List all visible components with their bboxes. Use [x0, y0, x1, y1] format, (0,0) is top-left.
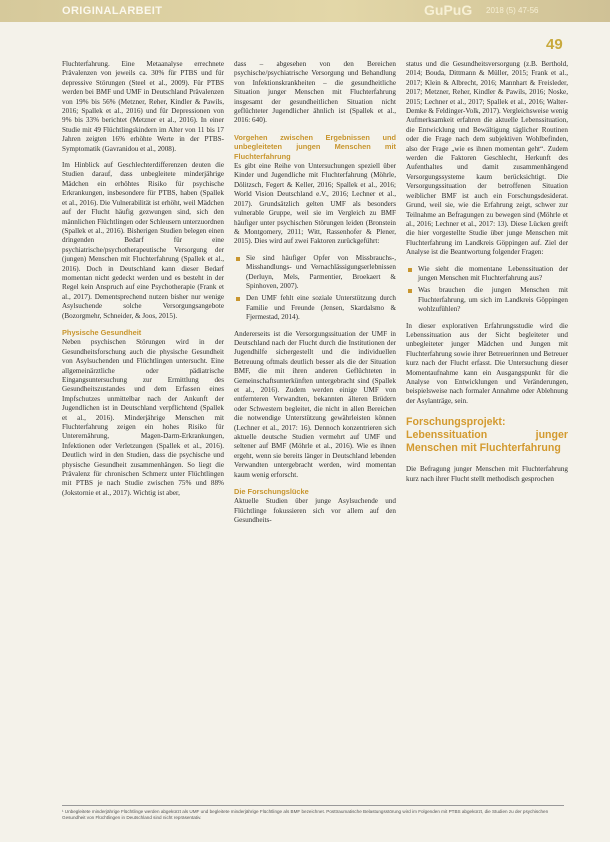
project-title: Forschungsprojekt: Lebenssituation junger Menschen mit Fluchterfahrung: [406, 416, 568, 455]
paragraph: Fluchterfahrung. Eine Metaanalyse errechnete Prävalenzen von jeweils ca. 30% für PTBS und für depressive Störungen (Steel et al., 2009). Für PTBS werden bei BMF und UMF in Deutschland Prävalenzen von 19% bis 56% (Metzner, Reher, Kindler & Pawils, 2016; Spallek et al., 2016) und für Depressionen von 9% bis 33% berichtet (Metzner et al., 2016). In einer Studie mit 49 Flüchtlingskindern im Alter von 11 bis 17 Jahren zeigten 16% erhöhte Werte in der PTBS-Symptomatik (Gavranidou et al., 2008).: [62, 60, 224, 153]
subheading-umf-bmf: Vorgehen zwischen Ergebnissen und unbegleiteten jungen Menschen mit Fluchterfahrung: [234, 132, 396, 161]
paragraph: Neben psychischen Störungen wird in der Gesundheitsforschung auch die physische Gesundheit von Asylsuchenden und Flüchtlingen untersucht. Eine allgemeinärztliche oder pädiatrische Eingangsuntersuchung zur Ermittlung des Gesundheitszustandes und dem Erfassen eines Impfschutzes unmittelbar nach der Ankunft der Jugendlichen ist in Deutschland verpflichtend (Spallek et al., 2016). Minderjährige Menschen mit Fluchterfahrung zeigen ein hohes Risiko für Unterernährung, Magen-Darm-Erkrankungen, Infektionen oder Verletzungen (Spallek et al., 2016). Deutlich wird in den Studien, dass die psychische und physische Gesundheit zusammenhängen. So liegt die Prävalenz für chronischen Schmerz unter Flüchtlingen mit PTBS je nach Studie zwischen 75% und 88% (Jokstornie et al., 2017). Wichtig ist aber,: [62, 338, 224, 497]
column-3: [406, 60, 568, 491]
journal-citation: 2018 (5) 47-56: [486, 6, 539, 15]
journal-name: GuPuG: [424, 2, 473, 18]
column-2: [234, 60, 396, 533]
list-item: Was brauchen die jungen Menschen mit Fluchterfahrung, um sich im Landkreis Göppingen wohlzufühlen?: [406, 286, 568, 314]
list-item: Sie sind häufiger Opfer von Missbrauchs-, Misshandlungs- und Vernachlässigungserlebnissen (Derluyn, Mels, Parmentier, Broekaert & Spinhoven, 2007).: [234, 254, 396, 292]
paragraph: Die Befragung junger Menschen mit Fluchterfahrung kurz nach ihrer Flucht stellt methodisch gesprochen: [406, 465, 568, 483]
footnote: ¹ Unbegleitete minderjährige Flüchtlinge werden abgekürzt als UMF und begleitete minderjährige Flüchtlinge als BMF bezeichnet. Posttraumatische Belastungsstörung wird im Folgenden mit PTBS abgekürzt, die Studien zu der psychischen Gesundheit von Flüchtlingen in Deutschland sind nicht repräsentativ.: [62, 805, 564, 821]
paragraph: Es gibt eine Reihe von Untersuchungen speziell über Kinder und Jugendliche mit Fluchterfahrung (Möhrle, Dölitzsch, Fegert & Keller, 2016; Spallek et al., 2016; World Vision Deutschland e.V., 2016; Lechner et al., 2017). Grundsätzlich gelten UMF als besonders vulnerable Gruppe, weil sie im Vergleich zu BMF häufiger unter psychischen Störungen leiden (Bronstein & Montgomery, 2011; Witt, Rassenhofer & Plener, 2015). Dies wird auf zwei Faktoren zurückgeführt:: [234, 162, 396, 246]
bullet-list: [406, 265, 568, 315]
list-item: Den UMF fehlt eine soziale Unterstützung durch Familie und Freunde (Jensen, Skardalsmo & Fjermestad, 2014).: [234, 294, 396, 322]
paragraph: status und die Gesundheitsversorgung (z.B. Berthold, 2014; Bouda, Dittmann & Müller, 2015; Frank et al., 2017; Klein & Albrecht, 2016; Mannhart & Freisleder, 2017; Metzner, Reher, Kindler & Pawils, 2016; Noske, 2015; Lechner et al., 2017; Spallek et al., 2016; Walter-Demke & Feldinger-Volk, 2017). Vergleichsweise wenig Aufmerksamkeit erfahren die aktuelle Lebenssituation, die Entwicklung und Bewältigung täglicher Routinen oder die Frage nach dem subjektiven Wohlbefinden, also der Frage „wie es ihnen momentan geht“. Zudem werden die Faktoren Geschlecht, Herkunft des Aufenthaltes und damit zusammenhängend Versorgungssysteme kaum berücksichtigt. Die Versorgungssituation der betroffenen Situation weiblicher BMF ist auch ein Forschungsdesiderat. Grund, weil sie, wie die Erfahrung zeigt, schwer zur Teilnahme an Befragungen zu bewegen sind (Möhrle et al., 2016; Lechner et al., 2017: 13). Diese Lücken greift die hier vorgestellte Studie über junge Menschen mit Fluchterfahrung im Landkreis Göppingen auf. Ziel der Analyse ist die Beantwortung folgender Fragen:: [406, 60, 568, 257]
header-bar: [0, 0, 610, 22]
subheading-physical-health: Physische Gesundheit: [62, 327, 142, 337]
paragraph: Andererseits ist die Versorgungssituation der UMF in Deutschland nach der Flucht durch die Institutionen der Jugendhilfe sichergestellt und die individuellen Betreuung oftmals deutlich besser als die der Situation BMF, die mit ihren anderen Geflüchteten in Gemeinschaftsunterkünften untergebracht sind (Spallek et al., 2016). Zudem werden einige UMF von entfernteren Verwandten, bekannten älteren Brüdern oder Schwestern begleitet, die nicht in allen Bereichen die notwendige Unterstützung gewährleisten können (Lechner et al., 2017: 16). Dennoch konzentrieren sich aktuelle deutsche Studien vermehrt auf UMF und seltener auf BMF (Möhrle et al., 2016). Wie es ihnen ergeht, wenn sie bereits länger in Deutschland lebenden Verwandten untergebracht werden, wird momentan kaum wenig erforscht.: [234, 329, 396, 479]
section-label: ORIGINALARBEIT: [62, 5, 163, 17]
list-item: Wie sieht die momentane Lebenssituation der jungen Menschen mit Fluchterfahrung aus?: [406, 265, 568, 284]
column-1: [62, 60, 224, 505]
bullet-list: [234, 254, 396, 323]
paragraph: Im Hinblick auf Geschlechterdifferenzen deuten die Studien darauf, dass unbegleitete minderjährige Mädchen ein erhöhtes Risiko für psychische Erkrankungen, insbesondere für PTBS, haben (Spallek et al., 2016). Die Vulnerabilität ist erhöht, weil Mädchen auf der Flucht häufig gezwungen sind, sich den männlichen Flüchtlingen oder Schleusern unterzuordnen (Spallek et al., 2016). Bisherigen Studien belegen einen dringenden Bedarf für eine psychiatrische/psychotherapeutische Versorgung der (jungen) Menschen mit Fluchterfahrung (Spallek et al., 2016). Doch in Deutschland kann dieser Bedarf momentan nicht gedeckt werden und es besteht in der Regel kein Anspruch auf eine Psychotherapie (Frank et al., 2017). Dementsprechend nutzen bisher nur wenige Asylsuchende solche Versorgungsangebote (Bozorgmehr, Schneider, & Joos, 2015).: [62, 161, 224, 320]
paragraph: dass – abgesehen von den Bereichen psychische/psychiatrische Versorgung und Behandlung von Infektionskrankheiten – die gesundheitliche Situation junger Menschen mit Fluchterfahrung insgesamt der gesundheitlichen Situation nicht geflüchteter Jugendlicher ähnlich ist (Spallek et al., 2016: 640).: [234, 60, 396, 125]
paragraph: Aktuelle Studien über junge Asylsuchende und Flüchtlinge fokussieren sich vor allem auf den Gesundheits-: [234, 497, 396, 525]
subheading-research-gap: Die Forschungslücke: [234, 487, 309, 497]
page-number: 49: [546, 36, 563, 53]
paragraph: In dieser explorativen Erfahrungsstudie wird die Lebenssituation aus der Sicht begleiteter und unbegleiteter junger Mädchen und Jungen mit Fluchterfahrung sowie ihrer Betreuerinnen und Betreuer kurz nach der Flucht erfasst. Die Untersuchung dieser Momentaufnahme kann ein Ausgangspunkt für die Analyse von Entwicklungen und Veränderungen, beispielsweise nach formaler Annahme oder Ablehnung der Asylanträge, sein.: [406, 321, 568, 405]
